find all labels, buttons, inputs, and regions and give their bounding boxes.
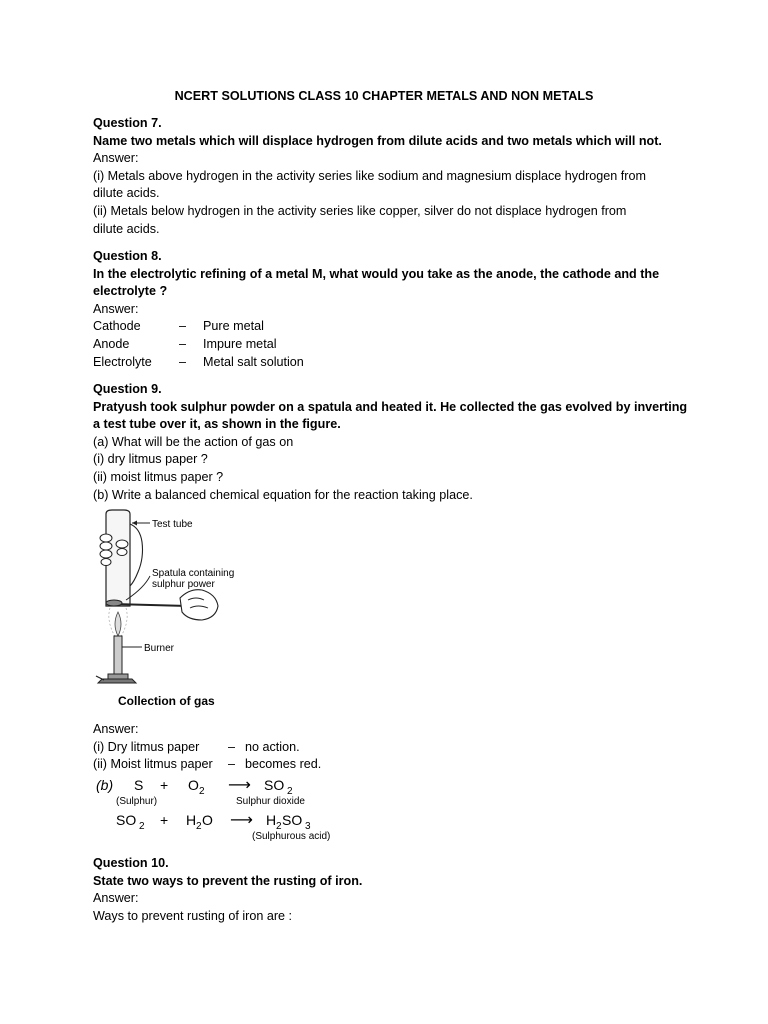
question-part: (b) Write a balanced chemical equation for the reaction taking place. bbox=[93, 487, 473, 502]
question-7 bbox=[93, 115, 693, 238]
apparatus-illustration bbox=[92, 508, 272, 712]
eq2-arrow: ⟶ bbox=[230, 812, 253, 829]
answer-dash: – bbox=[179, 336, 187, 351]
subscript: 3 bbox=[305, 821, 311, 832]
page-title: NCERT SOLUTIONS CLASS 10 CHAPTER METALS AND NON METALS bbox=[174, 89, 594, 103]
answer-row bbox=[93, 354, 693, 372]
question-text: Pratyush took sulphur powder on a spatula and heated it. He collected the gas evolved by inverting bbox=[93, 399, 688, 414]
chemical-equations bbox=[94, 774, 384, 844]
eq2-reactant: H bbox=[186, 812, 197, 828]
subscript: 2 bbox=[287, 786, 293, 797]
question-9 bbox=[93, 381, 693, 504]
test-tube-shape bbox=[106, 510, 130, 606]
question-part: (i) dry litmus paper ? bbox=[93, 452, 208, 467]
subscript: 2 bbox=[139, 821, 145, 832]
answer-dash: – bbox=[179, 319, 187, 334]
answer-dash: – bbox=[228, 757, 236, 772]
answer-term: Cathode bbox=[93, 319, 141, 334]
answer-term: (ii) Moist litmus paper bbox=[93, 757, 213, 772]
answer-label: Answer: bbox=[93, 151, 139, 166]
answer-row bbox=[93, 336, 693, 354]
question-text: a test tube over it, as shown in the figure. bbox=[93, 417, 341, 432]
question-text: In the electrolytic refining of a metal M, what would you take as the anode, the cathode and the bbox=[93, 266, 660, 281]
answer-label: Answer: bbox=[93, 301, 139, 316]
answer-dash: – bbox=[179, 354, 187, 369]
label-test-tube: Test tube bbox=[152, 519, 193, 530]
answer-value: Metal salt solution bbox=[203, 354, 304, 369]
eq1-plus: + bbox=[160, 777, 169, 793]
answer-value: becomes red. bbox=[245, 757, 322, 772]
eq2-reactant: SO bbox=[116, 812, 137, 828]
question-text: State two ways to prevent the rusting of iron. bbox=[93, 873, 363, 888]
label-spatula: sulphur power bbox=[152, 579, 215, 590]
answer-value: Pure metal bbox=[203, 319, 264, 334]
subscript: 2 bbox=[276, 821, 282, 832]
answer-dash: – bbox=[228, 739, 236, 754]
answer-row bbox=[93, 739, 693, 757]
eq1-label-sulphur-dioxide: Sulphur dioxide bbox=[236, 796, 305, 807]
question-heading: Question 9. bbox=[93, 382, 162, 396]
answer-label: Answer: bbox=[93, 722, 139, 736]
eq2-product: H bbox=[266, 812, 277, 828]
answer-line: dilute acids. bbox=[93, 186, 160, 201]
subscript: 2 bbox=[199, 786, 205, 797]
burner-shape bbox=[114, 636, 122, 676]
question-heading: Question 10. bbox=[93, 856, 169, 870]
question-heading: Question 8. bbox=[93, 249, 162, 263]
answer-value: Impure metal bbox=[203, 336, 277, 351]
answer-term: Electrolyte bbox=[93, 354, 152, 369]
answer-line: dilute acids. bbox=[93, 221, 160, 236]
eq1-product: SO bbox=[264, 777, 285, 793]
equations-svg bbox=[94, 774, 384, 844]
answer-line: (i) Metals above hydrogen in the activity series like sodium and magnesium displace hydrogen from bbox=[93, 168, 646, 183]
question-text: electrolyte ? bbox=[93, 284, 168, 299]
answer-9 bbox=[93, 721, 693, 774]
equation-part-label: (b) bbox=[96, 777, 114, 793]
question-text: Name two metals which will displace hydrogen from dilute acids and two metals which will not. bbox=[93, 133, 662, 148]
answer-row bbox=[93, 756, 693, 774]
question-heading: Question 7. bbox=[93, 116, 162, 130]
collection-of-gas-figure bbox=[92, 508, 272, 712]
eq1-label-sulphur: (Sulphur) bbox=[116, 796, 158, 807]
answer-term: Anode bbox=[93, 336, 130, 351]
eq2-plus: + bbox=[160, 812, 169, 828]
answer-line: Ways to prevent rusting of iron are : bbox=[93, 908, 293, 923]
figure-caption: Collection of gas bbox=[118, 694, 215, 708]
subscript: 2 bbox=[196, 821, 202, 832]
label-burner: Burner bbox=[144, 643, 175, 654]
question-part: (a) What will be the action of gas on bbox=[93, 434, 294, 449]
answer-value: no action. bbox=[245, 739, 300, 754]
eq1-reactant: S bbox=[134, 777, 144, 793]
eq1-reactant: O bbox=[188, 777, 199, 793]
eq2-label-sulphurous-acid: (Sulphurous acid) bbox=[252, 831, 331, 842]
label-spatula: Spatula containing bbox=[152, 568, 235, 579]
answer-line: (ii) Metals below hydrogen in the activity series like copper, silver do not displace hydrogen from bbox=[93, 203, 627, 218]
answer-term: (i) Dry litmus paper bbox=[93, 739, 200, 754]
question-8 bbox=[93, 248, 693, 371]
question-10 bbox=[93, 855, 693, 925]
eq2-reactant: O bbox=[202, 812, 213, 828]
question-part: (ii) moist litmus paper ? bbox=[93, 469, 224, 484]
answer-row bbox=[93, 318, 693, 336]
eq2-product: SO bbox=[282, 812, 303, 828]
answer-label: Answer: bbox=[93, 891, 139, 906]
eq1-arrow: ⟶ bbox=[228, 777, 251, 794]
